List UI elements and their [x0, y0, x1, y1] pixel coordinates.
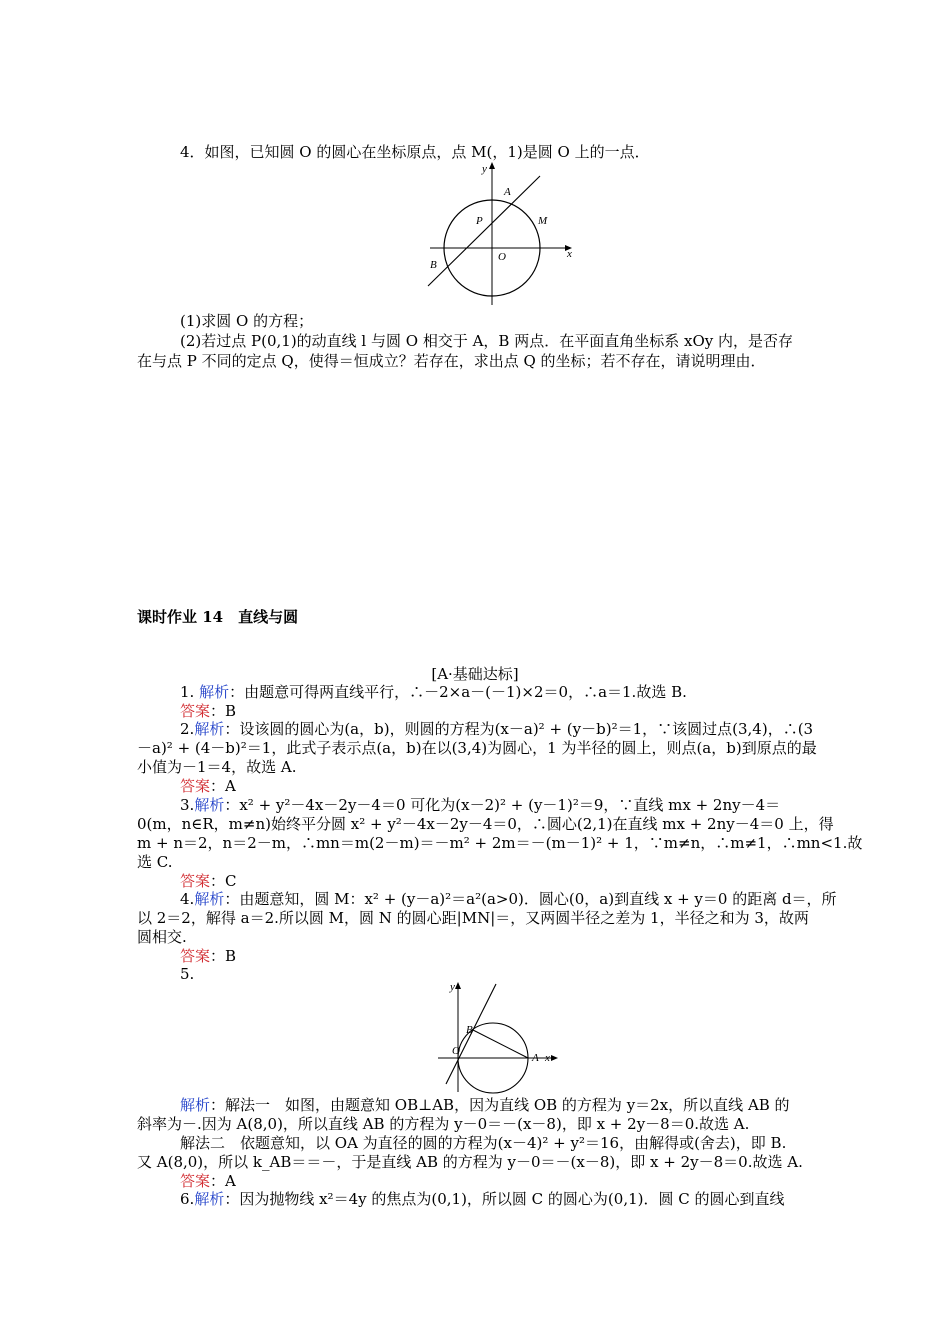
analysis-tag: 解析: [194, 890, 225, 908]
section-title: 课时作业 14 直线与圆: [137, 608, 299, 626]
solution-3-line4: 选 C.: [137, 853, 173, 871]
answer-5: [180, 1171, 236, 1191]
solution-5-line1: [180, 1095, 790, 1115]
analysis-tag: 解析: [199, 683, 230, 701]
fig4-label-M: M: [538, 215, 548, 227]
fig4-label-y: y: [482, 163, 487, 175]
solution-1-text: ：由题意可得两直线平行，∴－2×a－(－1)×2＝0，∴a＝1.故选 B.: [229, 683, 687, 701]
fig5-label-x: x: [545, 1052, 550, 1064]
solution-2-num: 2.: [180, 720, 195, 738]
answer-1-value: ：B: [210, 702, 237, 720]
problem4-stem: 4．如图，已知圆 O 的圆心在坐标原点，点 M(，1)是圆 O 上的一点．: [180, 143, 650, 161]
problem5-figure: [432, 978, 562, 1094]
solution-5-line2: 斜率为－.因为 A(8,0)，所以直线 AB 的方程为 y－0＝－(x－8)，即 x + 2y－8＝0.故选 A.: [137, 1115, 750, 1133]
problem4-q2-line2: 在与点 P 不同的定点 Q，使得＝恒成立？若存在，求出点 Q 的坐标；若不存在，请说明理由．: [137, 352, 766, 370]
answer-3: [180, 871, 237, 891]
answer-1: [180, 701, 236, 721]
answer-2-value: ：A: [210, 777, 236, 795]
analysis-tag: 解析: [194, 796, 225, 814]
solution-2-line3: 小值为－1＝4，故选 A.: [137, 758, 297, 776]
analysis-tag: 解析: [180, 1096, 211, 1114]
fig4-label-A: A: [504, 186, 511, 198]
solution-4-line2: 以 2＝2，解得 a＝2.所以圆 M，圆 N 的圆心距|MN|＝，又两圆半径之差为 1，半径之和为 3，故两: [137, 909, 809, 927]
fig4-label-B: B: [430, 259, 437, 271]
answer-4: [180, 946, 236, 966]
fig5-label-A: A: [532, 1052, 539, 1064]
solution-2-line2: －a)² + (4－b)²＝1，此式子表示点(a，b)在以(3,4)为圆心，1 为半径的圆上，则点(a，b)到原点的最: [137, 739, 817, 757]
solution-1: [180, 682, 687, 702]
solution-3-text1: ：x² + y²－4x－2y－4＝0 可化为(x－2)² + (y－1)²＝9，∵直线 mx + 2ny－4＝: [224, 796, 781, 814]
solution-5-text1: ：解法一 如图，由题意知 OB⊥AB，因为直线 OB 的方程为 y＝2x，所以直线 AB 的: [210, 1096, 790, 1114]
fig4-label-x: x: [567, 248, 572, 260]
solution-2-text1: ：设该圆的圆心为(a，b)，则圆的方程为(x－a)² + (y－b)²＝1，∵该圆过点(3,4)，∴(3: [224, 720, 814, 738]
problem4-q2-line1: (2)若过点 P(0,1)的动直线 l 与圆 O 相交于 A，B 两点．在平面直角坐标系 xOy 内，是否存: [180, 332, 793, 350]
solution-6-line1: [180, 1189, 785, 1209]
answer-2: [180, 776, 236, 796]
answer-4-value: ：B: [210, 947, 237, 965]
solution-4-line3: 圆相交.: [137, 928, 187, 946]
answer-5-value: ：A: [210, 1172, 236, 1190]
fig4-label-P: P: [476, 215, 483, 227]
solution-2-line1: [180, 719, 813, 739]
solution-5-line3: 解法二 依题意知，以 OA 为直径的圆的方程为(x－4)² + y²＝16，由解得或(舍去)，即 B.: [180, 1134, 787, 1152]
solution-3-num: 3.: [180, 796, 195, 814]
solution-4-text1: ：由题意知，圆 M：x² + (y－a)²＝a²(a>0)．圆心(0，a)到直线 x + y＝0 的距离 d＝，所: [224, 890, 837, 908]
answer-tag: 答案: [180, 1172, 211, 1190]
answer-tag: 答案: [180, 777, 211, 795]
solution-3-line1: [180, 795, 780, 815]
solution-6-text1: ：因为抛物线 x²＝4y 的焦点为(0,1)，所以圆 C 的圆心为(0,1)．圆 C 的圆心到直线: [224, 1190, 785, 1208]
analysis-tag: 解析: [194, 1190, 225, 1208]
answer-tag: 答案: [180, 702, 211, 720]
answer-3-value: ：C: [210, 872, 237, 890]
solution-5-line4: 又 A(8,0)，所以 k_AB＝＝－，于是直线 AB 的方程为 y－0＝－(x－8)，即 x + 2y－8＝0.故选 A.: [137, 1153, 803, 1171]
fig5-label-B: B: [466, 1024, 473, 1036]
solution-3-line3: m + n＝2，n＝2－m，∴mn＝m(2－m)＝－m² + 2m＝－(m－1)² + 1，∵m≠n，∴m≠1，∴mn<1.故: [137, 834, 863, 852]
solution-6-num: 6.: [180, 1190, 195, 1208]
problem4-figure: [420, 160, 580, 310]
fig4-label-O: O: [498, 251, 506, 263]
solution-1-num: 1.: [180, 683, 195, 701]
solution-4-line1: [180, 889, 837, 909]
answer-tag: 答案: [180, 872, 211, 890]
solution-5-num: 5.: [180, 965, 195, 983]
solution-3-line2: 0(m，n∈R，m≠n)始终平分圆 x² + y²－4x－2y－4＝0，∴圆心(2,1)在直线 mx + 2ny－4＝0 上，得: [137, 815, 834, 833]
analysis-tag: 解析: [194, 720, 225, 738]
fig5-label-O: O: [452, 1045, 460, 1057]
solution-4-num: 4.: [180, 890, 195, 908]
fig5-label-y: y: [450, 981, 455, 993]
level-label: [A·基础达标]: [431, 665, 519, 683]
problem4-q1: (1)求圆 O 的方程；: [180, 312, 314, 330]
answer-tag: 答案: [180, 947, 211, 965]
